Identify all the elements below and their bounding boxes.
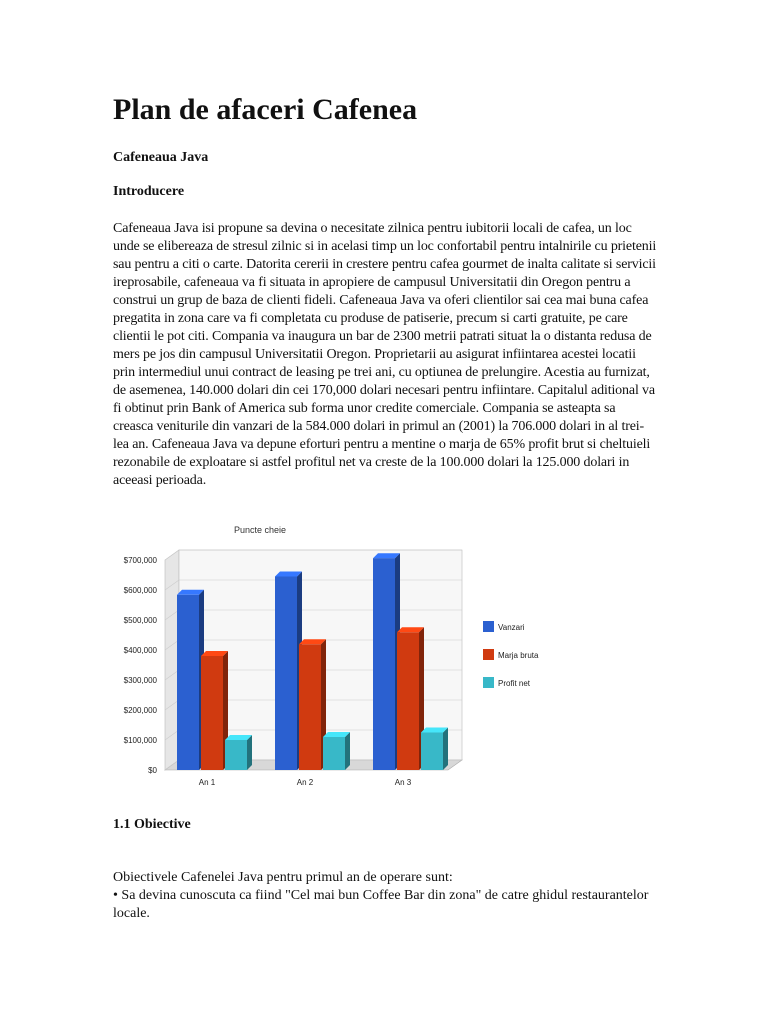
chart-y-tick-label: $100,000: [123, 736, 157, 745]
chart-y-tick-label: $600,000: [123, 586, 157, 595]
chart-legend-label: Profit net: [498, 679, 531, 688]
chart-side-wall: [165, 550, 179, 770]
section-heading-introduction: Introducere: [113, 184, 185, 199]
chart-bar: [275, 572, 302, 771]
chart-bar: [299, 639, 326, 770]
chart-bar: [201, 651, 228, 770]
chart-legend-label: Marja bruta: [498, 651, 539, 660]
chart-bar: [323, 732, 350, 770]
objectives-bullet: • Sa devina cunoscuta ca fiind "Cel mai bun Coffee Bar din zona" de catre ghidul restaurantelor locale.: [113, 888, 649, 921]
chart-y-tick-label: $700,000: [123, 556, 157, 565]
chart-bar: [177, 590, 204, 770]
chart-y-tick-label: $400,000: [123, 646, 157, 655]
chart-y-tick-label: $300,000: [123, 676, 157, 685]
document-subtitle: Cafeneaua Java: [113, 150, 209, 165]
chart-bar: [225, 735, 252, 770]
chart-legend-label: Vanzari: [498, 623, 525, 632]
chart-bar: [421, 728, 448, 771]
chart-y-tick-label: $0: [148, 766, 157, 775]
chart-legend-swatch: [483, 621, 494, 632]
chart-legend-swatch: [483, 677, 494, 688]
section-heading-objectives: 1.1 Obiective: [113, 817, 191, 832]
key-points-chart: [110, 517, 570, 795]
chart-x-tick-label: An 2: [296, 778, 314, 787]
document-title: Plan de afaceri Cafenea: [113, 93, 418, 126]
chart-x-tick-label: An 3: [394, 778, 412, 787]
chart-y-tick-label: $500,000: [123, 616, 157, 625]
chart-legend-swatch: [483, 649, 494, 660]
objectives-intro: Obiectivele Cafenelei Java pentru primul an de operare sunt:: [113, 870, 453, 885]
chart-title: Puncte cheie: [233, 525, 287, 535]
chart-x-tick-label: An 1: [198, 778, 216, 787]
chart-y-tick-label: $200,000: [123, 706, 157, 715]
chart-bar: [373, 553, 400, 770]
intro-paragraph: Cafeneaua Java isi propune sa devina o necesitate zilnica pentru iubitorii locali de cafea, un loc unde se elibereaza de stresul zilnic si in acelasi timp un loc confortabil pentru intalnirile cu prietenii sau pentru a citi o carte. Datorita cererii in crestere pentru cafea gourmet de inalta calitate si servicii ireprosabile, cafeneaua va fi situata in apropiere de campusul Universitatii din Oregon pentru a construi un grup de baza de clienti fideli. Cafeneaua Java va oferi clientilor sai cea mai buna cafea pregatita in zona care va fi completata cu produse de patiserie, precum si carti gratuite, pe care clientii le pot citi. Compania va inaugura un bar de 2300 metrii patrati situat la o distanta redusa de mers pe jos din campusul Universitatii Oregon. Proprietarii au asigurat infiintarea acestei locatii prin intermediul unui contract de leasing pe trei ani, cu optiunea de prelungire. Acestia au furnizat, de asemenea, 140.000 dolari din cei 170,000 dolari necesari pentru infiintare. Capitalul aditional va fi obtinut prin Bank of America sub forma unor credite comerciale. Compania se asteapta sa creasca veniturile din vanzari de la 584.000 dolari in primul an (2001) la 706.000 dolari in al trei-lea an. Cafeneaua Java va depune eforturi pentru a mentine o marja de 65% profit brut si cheltuieli rezonabile de exploatare si astfel profitul net va creste de la 100.000 dolari la 125.000 dolari in aceeasi perioada.: [113, 221, 657, 488]
chart-bar: [397, 627, 424, 770]
